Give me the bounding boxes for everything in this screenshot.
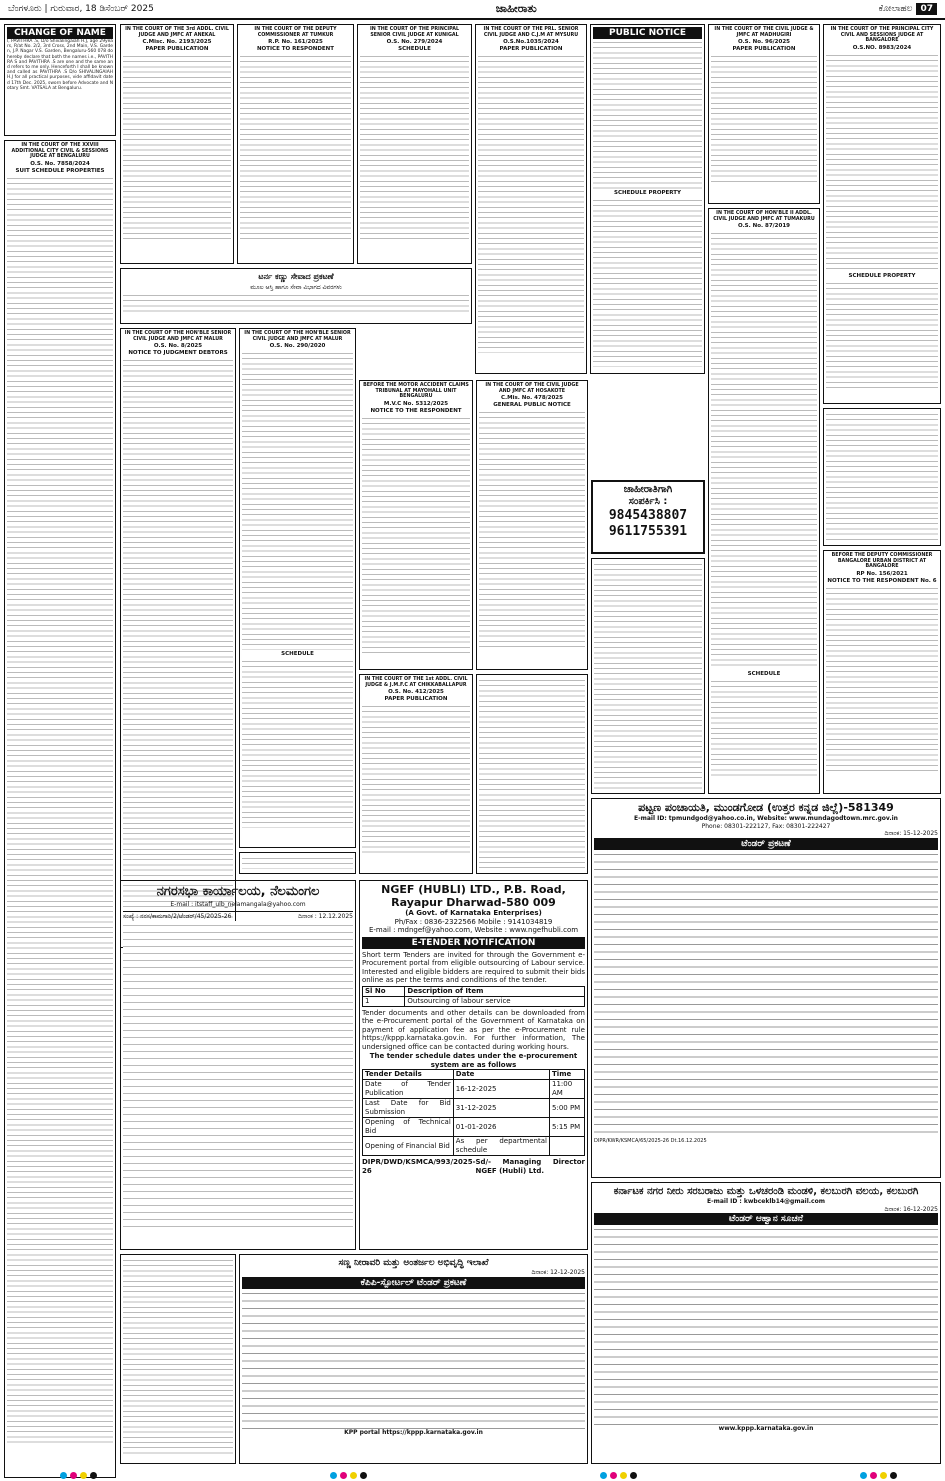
case-title: SCHEDULE PROPERTY xyxy=(613,190,682,196)
case-number: O.S. No. 290/2020 xyxy=(269,343,326,350)
kannada-notice-body xyxy=(123,292,469,314)
kwsdb-website-link[interactable]: www.kppp.karnataka.gov.in xyxy=(718,1425,814,1432)
nelamangala-title: ನಗರಸಭಾ ಕಾರ್ಯಾಲಯ, ನೆಲಮಂಗಲ xyxy=(156,884,320,899)
table-header: Time xyxy=(550,1070,585,1080)
yellow-dot xyxy=(620,1472,627,1479)
case-body-2 xyxy=(826,280,938,390)
kannada-notice-title: ಟರ್ನ ಕಣ್ಣು ಸೇವಾದ ಪ್ರಕಟಣೆ xyxy=(258,272,334,281)
minor-irrigation-notice xyxy=(239,1254,588,1464)
case-body xyxy=(362,703,470,853)
black-dot xyxy=(890,1472,897,1479)
case-title: PAPER PUBLICATION xyxy=(732,46,796,53)
magenta-dot xyxy=(70,1472,77,1479)
advert-contact-box xyxy=(591,480,705,554)
cyan-dot xyxy=(330,1472,337,1479)
case-13 xyxy=(708,208,820,794)
case-number: R.P. No. 161/2025 xyxy=(268,39,323,46)
case-number: C.Misc. No. 2193/2025 xyxy=(142,39,212,46)
ngef-email: E-mail : mdngef@yahoo.com, Website : www.ngefhubli.com xyxy=(368,926,579,934)
case-8 xyxy=(120,328,236,948)
advert-phone-1[interactable]: 9845438807 xyxy=(608,508,688,523)
case-number: M.V.C No. 5312/2025 xyxy=(383,400,449,407)
case-court: IN THE COURT OF HON'BLE II ADDL. CIVIL JUDGE AND JMFC AT TUMAKURU xyxy=(713,211,815,222)
kwsdb-tender-notice xyxy=(591,1182,941,1464)
case-11 xyxy=(476,380,588,670)
kannada-notice-sub: ಮೂಲ ಆಸ್ತಿ ಹಾಗೂ ಸೇವಾ ವಿಭಾಗದ ವಿವರಗಳು xyxy=(250,284,342,291)
misc-notice-a xyxy=(591,558,705,794)
case-body xyxy=(826,585,938,775)
case-0 xyxy=(120,24,234,264)
case-body xyxy=(360,53,469,243)
case-body xyxy=(362,415,470,655)
ngef-schedule-table xyxy=(362,1069,585,1156)
page-number: 07 xyxy=(916,3,937,15)
water-notice-title: ಕೆಪಿಪಿ-ಸ್ಪೋರ್ಟಲ್ ಟೆಂಡರ್ ಪ್ರಕಟಣೆ xyxy=(242,1277,585,1289)
mundagod-phone: Phone: 08301-222127, Fax: 08301-222427 xyxy=(701,822,831,830)
table-cell: 01-01-2026 xyxy=(453,1118,549,1137)
case-body-2 xyxy=(711,678,817,778)
case-title: NOTICE TO JUDGMENT DEBTORS xyxy=(128,350,228,357)
registration-dots-right xyxy=(860,1472,897,1479)
advert-line1: ಜಾಹೀರಾತಿಗಾಗಿ xyxy=(623,484,673,495)
case-title: GENERAL PUBLIC NOTICE xyxy=(493,402,571,409)
table-cell: 16-12-2025 xyxy=(453,1080,549,1099)
case-body xyxy=(123,357,233,927)
case-number: O.S. No. 8/2025 xyxy=(153,343,203,350)
cyan-dot xyxy=(860,1472,867,1479)
case-12 xyxy=(359,674,473,874)
table-cell: Last Date for Bid Submission xyxy=(363,1099,454,1118)
table-row xyxy=(363,1137,585,1156)
header-section: ಜಾಹೀರಾತು xyxy=(495,2,537,15)
table-cell: 5:15 PM xyxy=(550,1118,585,1137)
case-number: RP No. 156/2021 xyxy=(856,570,908,577)
case-number: C.Mis. No. 478/2025 xyxy=(501,395,563,402)
case-4 xyxy=(590,24,705,374)
kwsdb-date: ದಿನಾಂಕ: 16-12-2025 xyxy=(884,1205,938,1213)
case-3 xyxy=(475,24,587,374)
magenta-dot xyxy=(870,1472,877,1479)
water-date: ದಿನಾಂಕ: 12-12-2025 xyxy=(531,1269,585,1276)
ngef-body: Short term Tenders are invited for through the Government e-Procurement portal from eligible outsourcing of Labour service. Interested and eligible bidders are required to submit their bids online as per the terms and conditions of the tender. xyxy=(362,950,585,984)
case-1 xyxy=(237,24,354,264)
mundagod-email: E-mail ID: tpmundgod@yahoo.co.in, Website: www.mundagodtown.mrc.gov.in xyxy=(634,815,898,822)
case-number: O.S.No.1035/2024 xyxy=(503,39,559,46)
header-right: ಕೋಲಾಹಲ 07 xyxy=(879,4,937,14)
registration-dots-left xyxy=(60,1472,97,1479)
kwsdb-email: E-mail ID : kwbceklb14@gmail.com xyxy=(707,1198,825,1205)
yellow-dot xyxy=(880,1472,887,1479)
case-body xyxy=(123,1257,233,1457)
case-court: IN THE COURT OF THE 1st ADDL. CIVIL JUDGE & J.M.F.C AT CHIKKABALLAPUR xyxy=(364,677,468,688)
case-number: O.S. No. 96/2025 xyxy=(738,39,790,46)
nelamangala-contact: E-mail : itstaff_ulb_nelamangala@yahoo.com xyxy=(170,901,306,908)
case-title: PAPER PUBLICATION xyxy=(499,46,563,53)
ngef-body-2: Tender documents and other details can be downloaded from the e-Procurement portal of the Government of Karnataka on payment of application fee as per the e-Procurement rule https://kppp.karnataka.gov.in. For further information, The undersigned office can be contacted during working hours. xyxy=(362,1008,585,1051)
advert-phone-2[interactable]: 9611755391 xyxy=(608,524,688,539)
case-court: IN THE COURT OF THE CIVIL JUDGE AND JMFC AT HOSAKOTE xyxy=(485,383,579,394)
ngef-notice-title: E-TENDER NOTIFICATION xyxy=(362,937,585,949)
case-body xyxy=(240,53,351,243)
table-header: Sl No xyxy=(363,986,405,996)
kwsdb-title: ಕರ್ನಾಟಕ ನಗರ ನೀರು ಸರಬರಾಜು ಮತ್ತು ಒಳಚರಂಡಿ ಮಂಡಳಿ, ಕಲಬುರಗಿ ವಲಯ, ಕಲಬುರಗಿ xyxy=(613,1186,919,1197)
change-of-name-title: CHANGE OF NAME xyxy=(7,27,113,39)
ngef-item-table xyxy=(362,986,585,1007)
table-cell: Date of Tender Publication xyxy=(363,1080,454,1099)
registration-dots-center-left xyxy=(330,1472,367,1479)
case-body xyxy=(826,411,938,541)
black-dot xyxy=(90,1472,97,1479)
case-court: IN THE COURT OF THE PRINCIPAL SENIOR CIVIL JUDGE AT KUNIGAL xyxy=(369,27,460,38)
yellow-dot xyxy=(80,1472,87,1479)
case-court: IN THE COURT OF THE HON'BLE SENIOR CIVIL JUDGE AND JMFC AT MALUR xyxy=(124,331,232,342)
table-cell: 5:00 PM xyxy=(550,1099,585,1118)
misc-notice-c xyxy=(476,674,588,874)
change-of-name-text: I, PAVITHRA .S, D/o Shivalingaiah H.J, age 29years, R/at No. 2/2, 3rd Cross, 2nd Main, V.S. Garden, J.P. Nagar V.S. Garden, Bengaluru-560 078 do hereby declare that both the names i.e., PAVITHRA S and PAVITHRA .S are one and the same and refers to me only. Henceforth I shall be known and called as PAVITHRA .S D/o SHIVALINGAIAH H.J for all practical purposes, vide affidavit dated 17th Dec. 2025, sworn before Advocate and Notary Smt. VATSALA at Bengaluru. xyxy=(7,39,113,91)
yellow-dot xyxy=(350,1472,357,1479)
kannada-notice xyxy=(120,268,472,324)
case-court: BEFORE THE MOTOR ACCIDENT CLAIMS TRIBUNAL AT MAYOHALL UNIT BENGALURU xyxy=(363,383,469,400)
registration-dots-center-right xyxy=(600,1472,637,1479)
kwsdb-notice-title: ಟೆಂಡರ್ ಆಹ್ವಾನ ಸೂಚನೆ xyxy=(594,1213,938,1225)
change-of-name-notice xyxy=(4,24,116,136)
case-court: IN THE COURT OF THE 3rd ADDL. CIVIL JUDGE AND JMFC AT ANEKAL xyxy=(125,27,229,38)
table-row xyxy=(363,1080,585,1099)
case-body xyxy=(478,53,584,353)
case-10 xyxy=(359,380,473,670)
ngef-contact: Ph/Fax : 0836-2322566 Mobile : 9141034819 xyxy=(394,917,553,926)
case-court: PUBLIC NOTICE xyxy=(593,27,702,39)
case-body-2 xyxy=(242,658,353,828)
mundagod-date: ದಿನಾಂಕ: 15-12-2025 xyxy=(884,830,938,837)
mundagod-body xyxy=(594,850,938,1138)
case-number: O.S. No. 7858/2024 xyxy=(30,160,90,167)
mundagod-ref: DIPR/KWR/KSMCA/65/2025-26 Dt.16.12.2025 xyxy=(594,1137,707,1144)
mundagod-title: ಪಟ್ಟಣ ಪಂಚಾಯತಿ, ಮುಂಡಗೋಡ (ಉತ್ತರ ಕನ್ನಡ ಜಿಲ್ಲೆ)-581349 xyxy=(638,801,894,814)
header-date: ಬೆಂಗಳೂರು | ಗುರುವಾರ, 18 ಡಿಸೆಂಬರ್ 2025 xyxy=(8,4,154,14)
nelamangala-body xyxy=(123,921,353,1231)
table-cell: Opening of Financial Bid xyxy=(363,1137,454,1156)
case-body xyxy=(594,561,702,789)
magenta-dot xyxy=(340,1472,347,1479)
table-cell: Outsourcing of labour service xyxy=(405,996,585,1006)
case-body xyxy=(479,409,585,649)
table-cell: Opening of Technical Bid xyxy=(363,1118,454,1137)
advert-line2: ಸಂಪರ್ಕಿಸಿ : xyxy=(628,496,668,507)
table-header: Tender Details xyxy=(363,1070,454,1080)
case-body xyxy=(826,52,938,272)
water-portal-link[interactable]: KPP portal https://kppp.karnataka.gov.in xyxy=(344,1428,483,1436)
magenta-dot xyxy=(610,1472,617,1479)
cyan-dot xyxy=(60,1472,67,1479)
case-title: PAPER PUBLICATION xyxy=(145,46,209,53)
case-court: IN THE COURT OF THE PRL. SENIOR CIVIL JUDGE AND C.J.M AT MYSURU xyxy=(483,27,579,38)
table-row xyxy=(363,1118,585,1137)
table-cell: 31-12-2025 xyxy=(453,1099,549,1118)
case-body xyxy=(123,53,231,243)
case-6 xyxy=(823,24,941,404)
case-title: NOTICE TO THE RESPONDENT No. 6 xyxy=(827,577,937,584)
case-number: O.S. No. 412/2025 xyxy=(388,689,444,696)
case-court: IN THE COURT OF THE XXVIII ADDITIONAL CITY CIVIL & SESSIONS JUDGE AT BENGALURU xyxy=(11,143,109,160)
case-title: SCHEDULE xyxy=(398,46,431,53)
case-body xyxy=(242,855,353,869)
mundagod-tender-notice xyxy=(591,798,941,1178)
black-dot xyxy=(630,1472,637,1479)
case-number: O.S.NO. 8983/2024 xyxy=(852,44,912,51)
case-body xyxy=(711,230,817,670)
table-row xyxy=(363,1099,585,1118)
case-court: BEFORE THE DEPUTY COMMISSIONER BANGALORE URBAN DISTRICT AT BANGALORE xyxy=(831,553,933,570)
ngef-schedule-title: The tender schedule dates under the e-procurement system are as follows xyxy=(369,1052,578,1069)
nelamangala-date: ದಿನಾಂಕ : 12.12.2025 xyxy=(298,913,353,920)
case-court: IN THE COURT OF THE HON'BLE SENIOR CIVIL JUDGE AND JMFC AT MALUR xyxy=(244,331,351,342)
ngef-title: NGEF (HUBLI) LTD., P.B. Road, Rayapur Dharwad-580 009 xyxy=(381,883,566,909)
ngef-signature: Sd/- Managing Director NGEF (Hubli) Ltd. xyxy=(475,1158,585,1175)
case-body xyxy=(7,175,113,1445)
cyan-dot xyxy=(600,1472,607,1479)
water-body xyxy=(242,1289,585,1429)
case-title: SCHEDULE xyxy=(281,651,314,658)
case-title: SUIT SCHEDULE PROPERTIES xyxy=(15,167,105,174)
case-body-2 xyxy=(593,197,702,367)
misc-notice-b xyxy=(823,408,941,546)
case-5 xyxy=(708,24,820,204)
misc-notice-e xyxy=(120,1254,236,1464)
table-header: Date xyxy=(453,1070,549,1080)
table-header: Description of Item xyxy=(405,986,585,996)
case-title: NOTICE TO THE RESPONDENT xyxy=(370,407,462,414)
water-title: ಸಣ್ಣ ನೀರಾವರಿ ಮತ್ತು ಅಂತರ್ಜಲ ಅಭಿವೃದ್ಧಿ ಇಲಾಖೆ xyxy=(338,1258,489,1268)
case-court: IN THE COURT OF THE PRINCIPAL CITY CIVIL AND SESSIONS JUDGE AT BANGALORE xyxy=(830,27,934,44)
ngef-ref: DIPR/DWD/KSMCA/993/2025-26 xyxy=(362,1158,476,1175)
ngef-tender-notice xyxy=(359,880,588,1250)
page-header xyxy=(0,0,945,20)
mundagod-notice-title: ಟೆಂಡರ್ ಪ್ರಕಟಣೆ xyxy=(594,838,938,850)
case-number: O.S. No. 87/2019 xyxy=(738,223,790,230)
case-title: SCHEDULE xyxy=(747,671,781,678)
case-title: SCHEDULE PROPERTY xyxy=(848,272,916,279)
case-number: O.S. No. 279/2024 xyxy=(386,39,443,46)
case-body xyxy=(479,677,585,869)
case-court: IN THE COURT OF THE DEPUTY COMMISSIONER AT TUMKUR xyxy=(254,27,337,38)
table-cell: 1 xyxy=(363,996,405,1006)
suit-notice-case-7 xyxy=(4,140,116,1478)
nelamangala-notice xyxy=(120,880,356,1250)
table-cell xyxy=(550,1137,585,1156)
ngef-sub: (A Govt. of Karnataka Enterprises) xyxy=(405,909,542,917)
case-body xyxy=(711,53,817,183)
case-court: IN THE COURT OF THE CIVIL JUDGE & JMFC AT MADHUGIRI xyxy=(714,27,814,38)
case-9 xyxy=(239,328,356,848)
case-14 xyxy=(823,550,941,794)
misc-notice-d xyxy=(239,852,356,874)
case-title: NOTICE TO RESPONDENT xyxy=(256,46,335,53)
case-body xyxy=(593,39,702,189)
table-cell: 11:00 AM xyxy=(550,1080,585,1099)
case-title: PAPER PUBLICATION xyxy=(384,696,448,703)
black-dot xyxy=(360,1472,367,1479)
case-body xyxy=(242,350,353,650)
kwsdb-body xyxy=(594,1225,938,1425)
nelamangala-ref: ಸಂಖ್ಯೆ : ನನಸ/ಕಾಮಗಾರಿ/2/ಟೆಂಡರ್/45/2025-26 xyxy=(123,913,232,920)
case-2 xyxy=(357,24,472,264)
table-cell: As per departmental schedule xyxy=(453,1137,549,1156)
